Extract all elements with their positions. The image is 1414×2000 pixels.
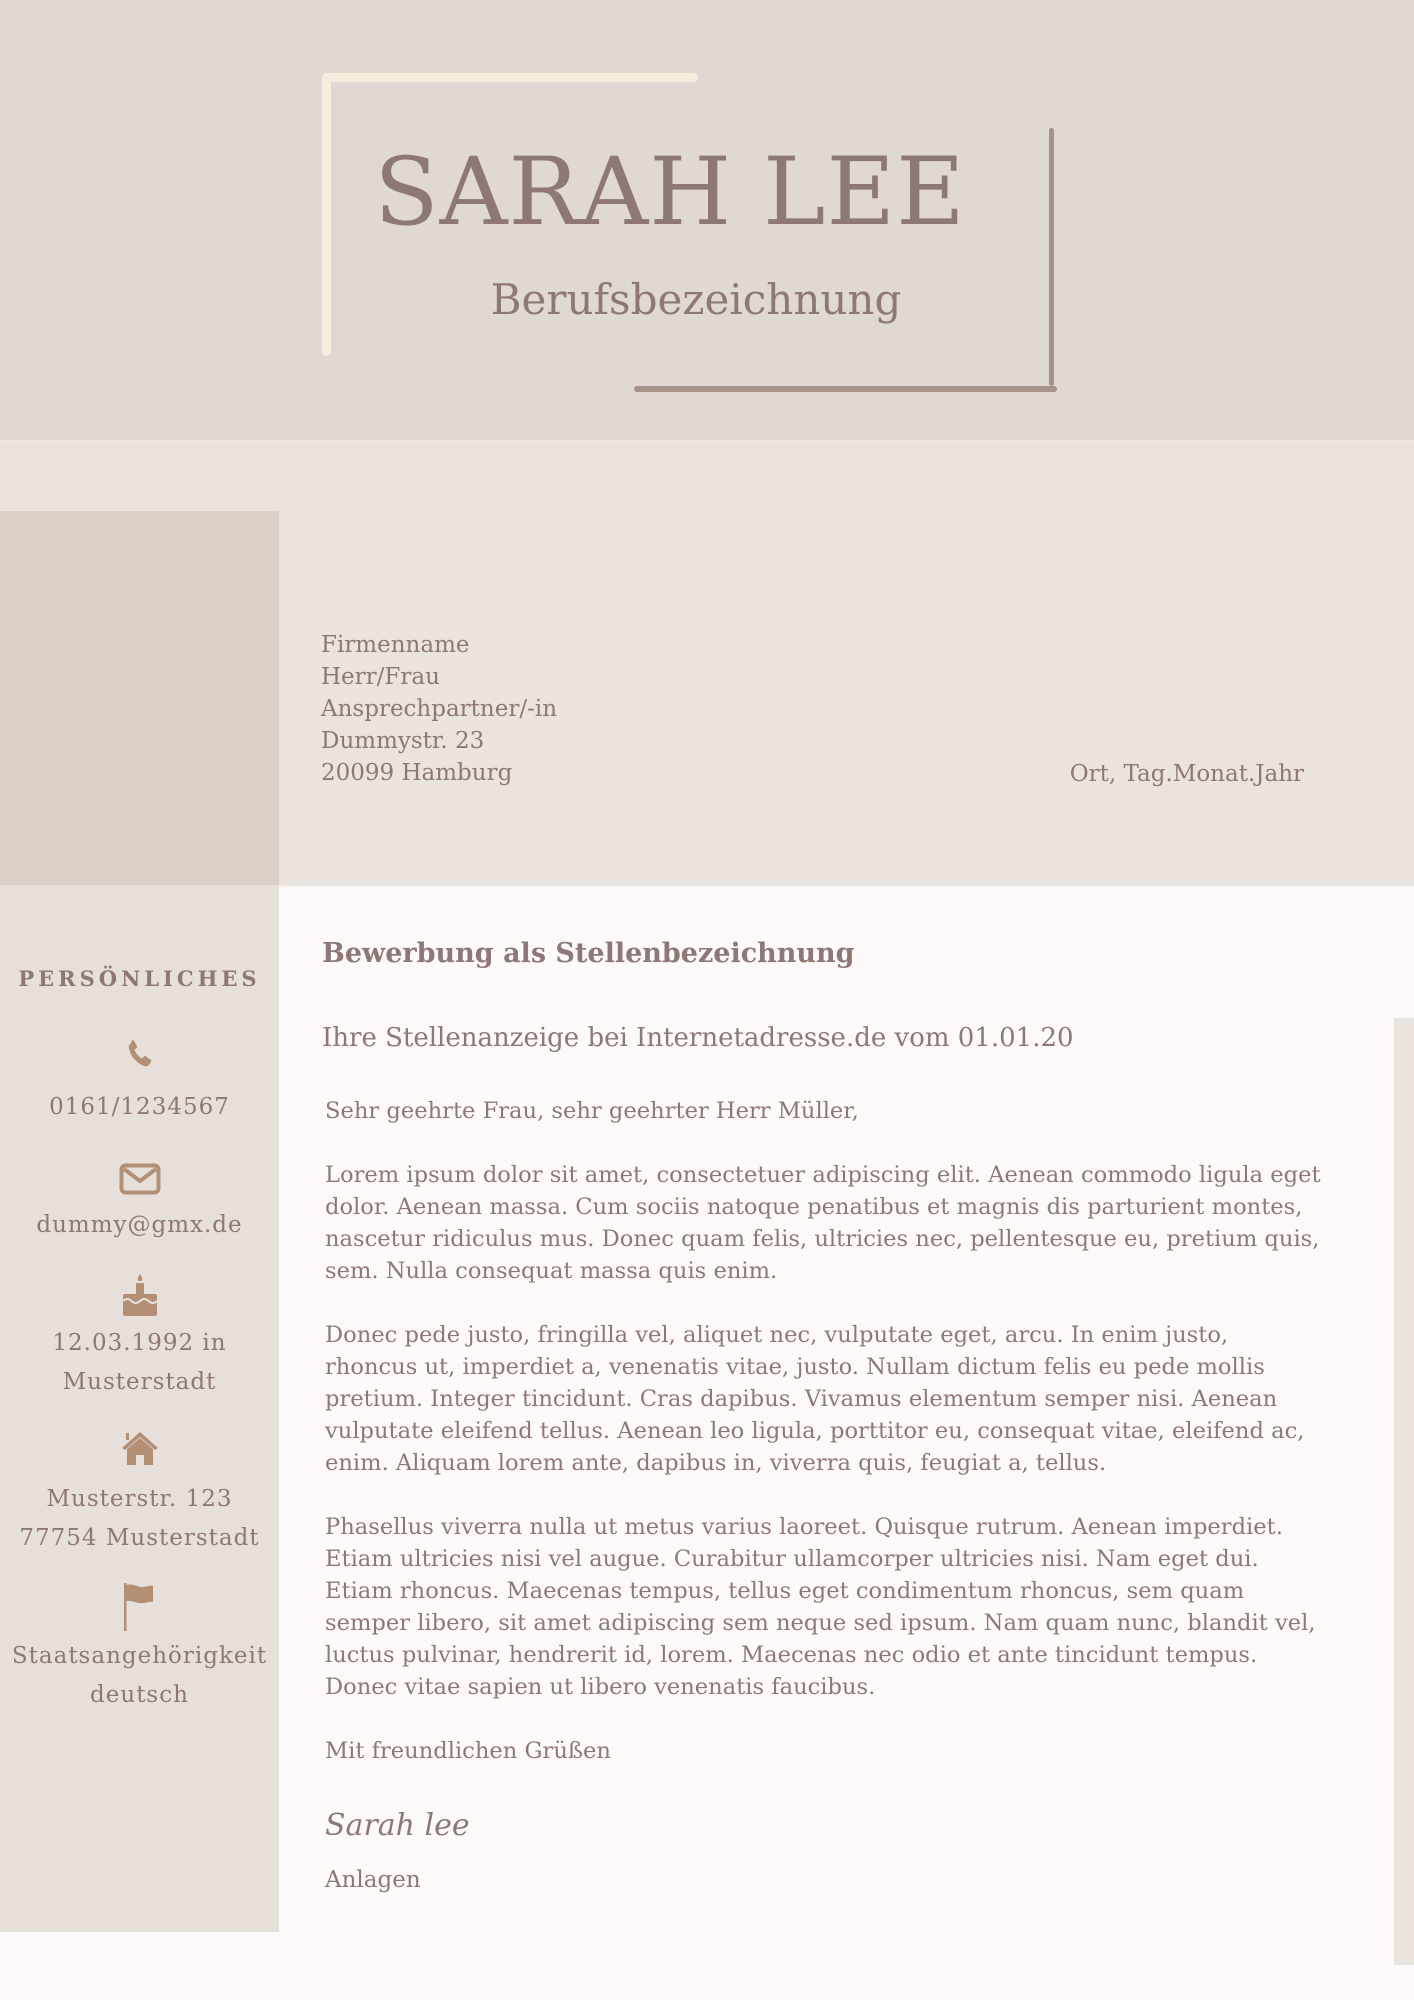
letter-body [325, 1095, 1325, 1799]
home-icon [0, 1430, 279, 1466]
letter-greeting: Sehr geehrte Frau, sehr geehrter Herr Müller, [325, 1098, 859, 1124]
recipient-company: Firmenname [321, 632, 470, 658]
letter-date: Ort, Tag.Monat.Jahr [1069, 761, 1304, 787]
address-band-accent-block [0, 511, 279, 885]
frame-line-dark-bottom [634, 386, 1057, 392]
sidebar-title: PERSÖNLICHES [18, 966, 261, 991]
recipient-address [321, 629, 557, 789]
sidebar-city: 77754 Musterstadt [19, 1525, 260, 1551]
recipient-city: 20099 Hamburg [321, 760, 513, 786]
letter-closing: Mit freundlichen Grüßen [325, 1738, 611, 1764]
frame-line-cream-top [322, 73, 698, 82]
sidebar-phone: 0161/1234567 [49, 1094, 230, 1120]
attachments-label: Anlagen [325, 1867, 421, 1893]
applicant-name: SARAH LEE [374, 138, 966, 247]
letter-reference: Ihre Stellenanzeige bei Internetadresse.de vom 01.01.20 [322, 1023, 1074, 1053]
signature: Sarah lee [325, 1808, 470, 1843]
phone-icon [0, 1037, 279, 1073]
job-title: Berufsbezeichnung [490, 275, 902, 324]
letter-paragraph: Donec pede justo, fringilla vel, aliquet nec, vulputate eget, arcu. In enim justo, rhoncus ut, imperdiet a, venenatis vitae, justo. Nullam dictum felis eu pede mollis pretium. Integer tincidunt. Cras dapibus. Vivamus elementum semper nisi. Aenean vulputate eleifend tellus. Aenean leo ligula, porttitor eu, consequat vitae, eleifend ac, enim. Aliquam lorem ante, dapibus in, viverra quis, feugiat a, tellus. [325, 1322, 1305, 1476]
sidebar-birth-place: Musterstadt [62, 1369, 217, 1395]
letter-paragraph: Phasellus viverra nulla ut metus varius laoreet. Quisque rutrum. Aenean imperdiet. Etiam ultricies nisi vel augue. Curabitur ullamcorper ultricies nisi. Nam eget dui. Etiam rhoncus. Maecenas tempus, tellus eget condimentum rhoncus, sem quam semper libero, sit amet adipiscing sem neque sed ipsum. Nam quam nunc, blandit vel, luctus pulvinar, hendrerit id, lorem. Maecenas nec odio et ante tincidunt tempus. Donec vitae sapien ut libero venenatis faucibus. [325, 1514, 1316, 1700]
letter-paragraph: Lorem ipsum dolor sit amet, consectetuer adipiscing elit. Aenean commodo ligula eget dolor. Aenean massa. Cum sociis natoque penatibus et magnis dis parturient montes, nascetur ridiculus mus. Donec quam felis, ultricies nec, pellentesque eu, pretium quis, sem. Nulla consequat massa quis enim. [325, 1162, 1321, 1284]
sidebar-birth-date: 12.03.1992 in [52, 1330, 227, 1356]
sidebar-email: dummy@gmx.de [36, 1212, 243, 1238]
sidebar-street: Musterstr. 123 [46, 1486, 233, 1512]
right-decorative-strip [1394, 1018, 1414, 1965]
birthday-cake-icon [0, 1274, 279, 1318]
recipient-contact: Ansprechpartner/-in [321, 696, 558, 722]
flag-icon [0, 1583, 279, 1631]
sidebar-nationality-label: Staatsangehörigkeit [11, 1643, 268, 1669]
frame-line-dark-right [1049, 128, 1054, 386]
recipient-street: Dummystr. 23 [321, 728, 485, 754]
envelope-icon [0, 1163, 279, 1195]
recipient-salutation: Herr/Frau [321, 664, 440, 690]
sidebar-nationality-value: deutsch [90, 1682, 189, 1708]
letter-subject: Bewerbung als Stellenbezeichnung [322, 938, 855, 969]
